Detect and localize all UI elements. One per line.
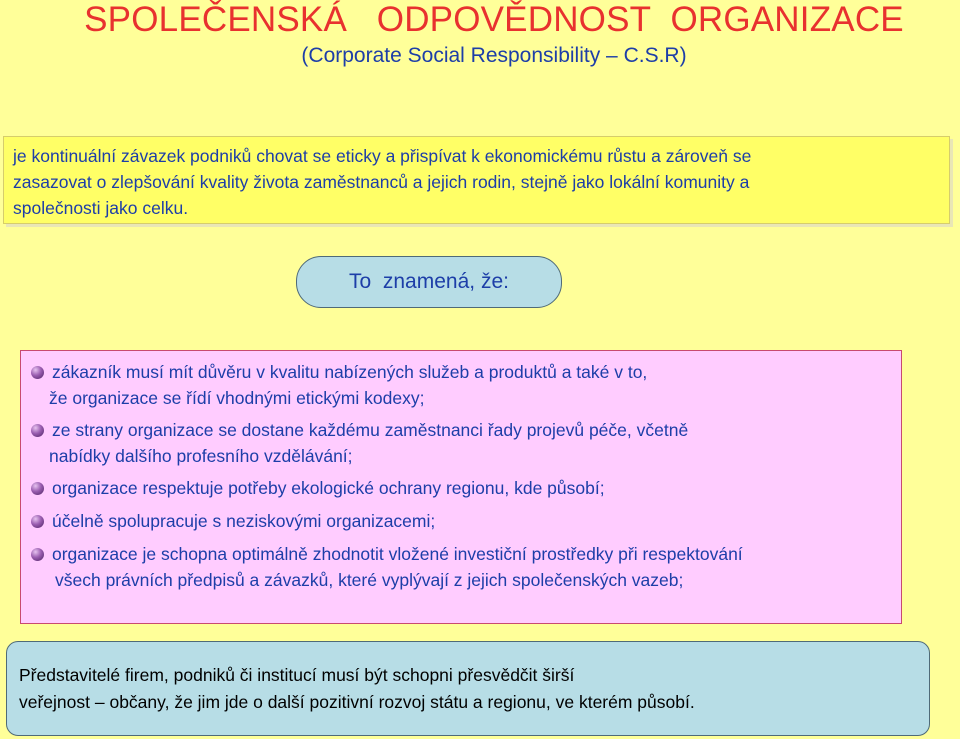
point-2-line-2: nabídky dalšího profesního vzdělávání; xyxy=(49,446,353,466)
bullet-icon xyxy=(31,366,44,379)
list-item xyxy=(31,417,688,469)
definition-line-1: je kontinuální závazek podniků chovat se eticky a přispívat k ekonomickému růstu a zároveň se xyxy=(13,146,752,166)
closing-line-2: veřejnost – občany, že jim jde o další pozitivní rozvoj státu a regionu, ve kterém působí. xyxy=(19,692,695,712)
point-1-line-1: zákazník musí mít důvěru v kvalitu nabízených služeb a produktů a také v to, xyxy=(52,362,648,382)
closing-line-1: Představitelé firem, podniků či institucí musí být schopni přesvědčit širší xyxy=(19,665,575,685)
bullet-icon xyxy=(31,424,44,437)
definition-line-2: zasazovat o zlepšování kvality života zaměstnanců a jejich rodin, stejně jako lokální komunity a xyxy=(13,172,750,192)
list-item xyxy=(31,541,743,593)
list-item xyxy=(31,508,435,534)
bullet-icon xyxy=(31,548,44,561)
list-item xyxy=(31,475,605,501)
bullet-icon xyxy=(31,482,44,495)
page-subtitle: (Corporate Social Responsibility – C.S.R) xyxy=(301,44,687,67)
closing-box xyxy=(6,641,930,736)
point-4-line-1: účelně spolupracuje s neziskovými organizacemi; xyxy=(52,511,436,531)
point-1-line-2: že organizace se řídí vhodnými etickými kodexy; xyxy=(49,388,425,408)
point-2-line-1: ze strany organizace se dostane každému zaměstnanci řady projevů péče, včetně xyxy=(52,420,689,440)
points-box xyxy=(20,350,902,624)
page-title: SPOLEČENSKÁ ODPOVĚDNOST ORGANIZACE xyxy=(84,0,904,39)
definition-line-3: společnosti jako celku. xyxy=(13,198,189,218)
bullet-icon xyxy=(31,515,44,528)
point-5-line-2: všech právních předpisů a závazků, které vyplývají z jejich společenských vazeb; xyxy=(55,570,684,590)
list-item xyxy=(31,359,647,411)
means-label: To znamená, že: xyxy=(296,256,562,308)
point-5-line-1: organizace je schopna optimálně zhodnotit vložené investiční prostředky při respektování xyxy=(52,544,743,564)
point-3-line-1: organizace respektuje potřeby ekologické ochrany regionu, kde působí; xyxy=(52,478,605,498)
definition-box xyxy=(3,136,950,224)
